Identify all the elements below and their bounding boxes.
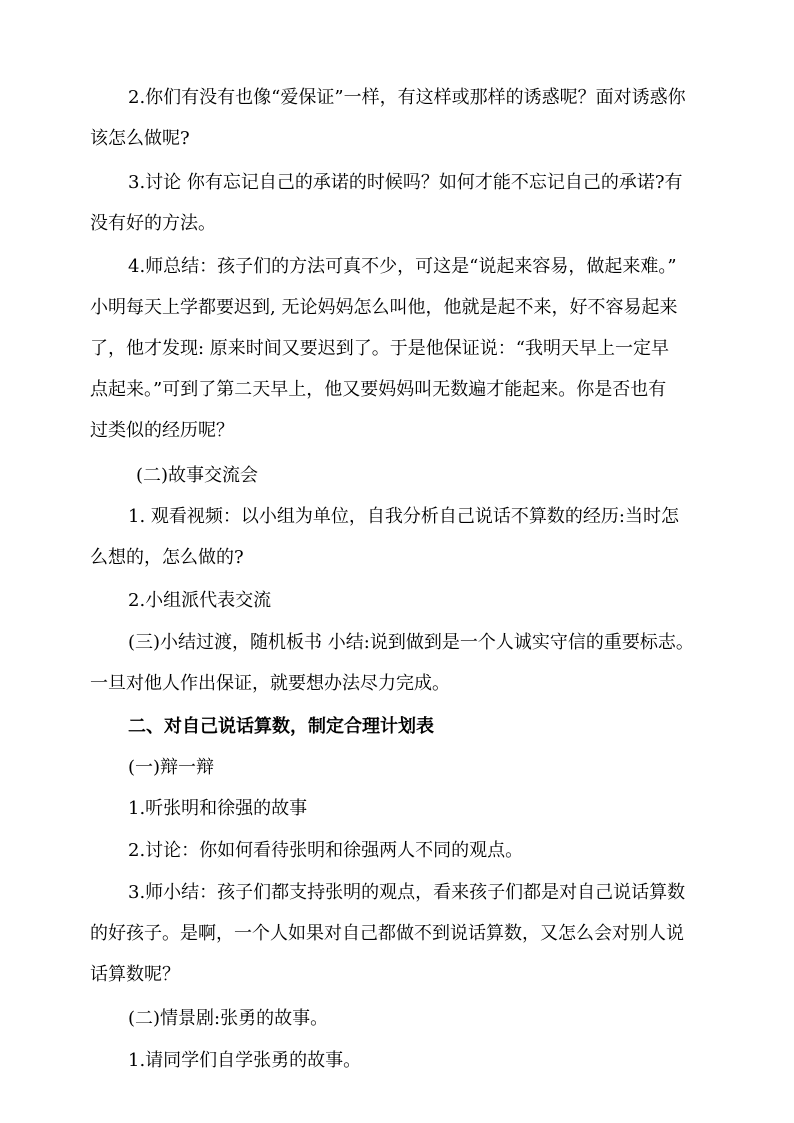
paragraph-self-study (90, 1040, 715, 1081)
section-heading-role-play (90, 998, 715, 1039)
text-line: 一旦对他人作出保证，就要想办法尽力完成。 (90, 673, 450, 694)
section-heading-part-two (90, 706, 715, 747)
paragraph-teacher-conclusion (90, 872, 715, 995)
text-line: 4.师总结：孩子们的方法可真不少，可这是“说起来容易，做起来难。” (128, 256, 677, 277)
paragraph-summary-transition (90, 622, 715, 704)
section-heading-story-exchange (90, 455, 715, 496)
text-line: 二、对自己说话算数，制定合理计划表 (128, 716, 434, 737)
paragraph-discuss-views (90, 830, 715, 871)
paragraph-discussion-promise (90, 162, 715, 244)
text-line: (二)故事交流会 (136, 465, 259, 486)
paragraph-group-share (90, 580, 715, 621)
text-line: 么想的，怎么做的? (90, 547, 244, 568)
text-line: 2.小组派代表交流 (128, 590, 272, 611)
text-line: 2.讨论：你如何看待张明和徐强两人不同的观点。 (128, 840, 524, 861)
paragraph-listen-story (90, 788, 715, 829)
text-line: 2.你们有没有也像“爱保证”一样，有这样或那样的诱惑呢？面对诱惑你 (128, 87, 686, 108)
text-line: 点起来。”可到了第二天早上，他又要妈妈叫无数遍才能起来。你是否也有 (90, 379, 667, 400)
text-line: 过类似的经历呢？ (90, 420, 234, 441)
text-line: 1.请同学们自学张勇的故事。 (128, 1050, 362, 1071)
text-line: (一)辩一辩 (128, 757, 215, 778)
text-line: 1.听张明和徐强的故事 (128, 798, 308, 819)
text-line: 该怎么做呢? (90, 128, 190, 149)
text-line: 没有好的方法。 (90, 213, 216, 234)
paragraph-watch-video (90, 496, 715, 578)
text-line: (三)小结过渡，随机板书 小结:说到做到是一个人诚实守信的重要标志。 (128, 632, 694, 653)
text-line: 3.师小结：孩子们都支持张明的观点，看来孩子们都是对自己说话算数 (128, 882, 686, 903)
text-line: 话算数呢？ (90, 964, 180, 985)
text-line: 小明每天上学都要迟到, 无论妈妈怎么叫他，他就是起不来，好不容易起来 (90, 297, 678, 318)
text-line: 1. 观看视频：以小组为单位，自我分析自己说话不算数的经历:当时怎 (128, 506, 679, 527)
text-line: 3.讨论 你有忘记自己的承诺的时候吗？如何才能不忘记自己的承诺?有 (128, 172, 683, 193)
paragraph-teacher-summary (90, 246, 715, 451)
text-line: 的好孩子。是啊，一个人如果对自己都做不到说话算数，又怎么会对别人说 (90, 923, 684, 944)
paragraph-temptation-question (90, 77, 715, 159)
text-line: 了，他才发现: 原来时间又要迟到了。于是他保证说：“我明天早上一定早 (90, 338, 669, 359)
text-line: (二)情景剧:张勇的故事。 (128, 1008, 329, 1029)
section-heading-debate (90, 747, 715, 788)
